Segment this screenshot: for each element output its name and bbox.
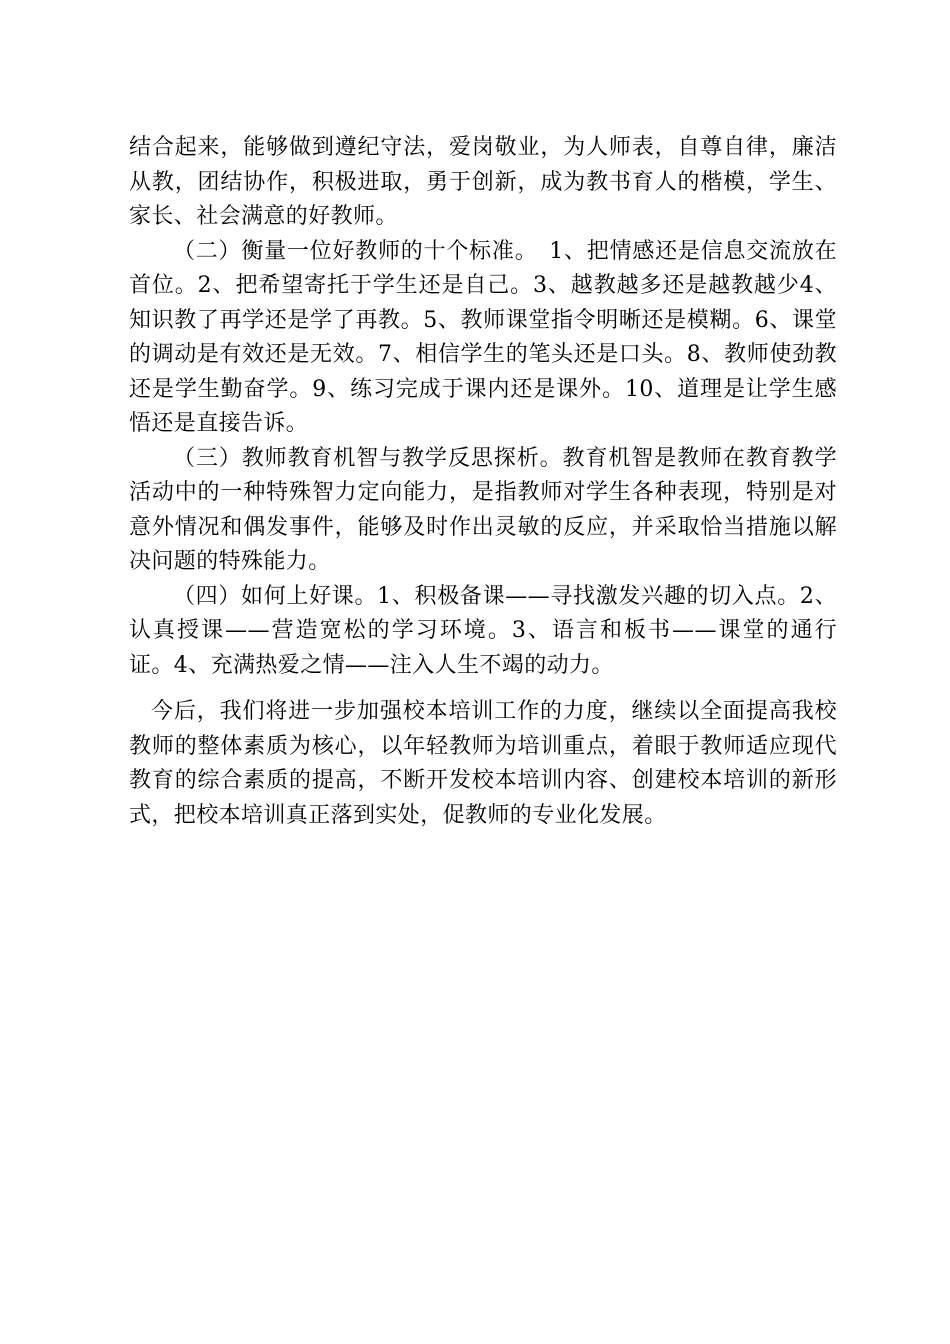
paragraph-educational-wisdom: （三）教师教育机智与教学反思探析。教育机智是教师在教育教学活动中的一种特殊智力定向能力，是指教师对学生各种表现，特别是对意外情况和偶发事件，能够及时作出灵敏的反应，并采取恰当措施以解决问题的特殊能力。 [129,445,837,574]
paragraph-conclusion: 今后，我们将进一步加强校本培训工作的力度，继续以全面提高我校教师的整体素质为核心，以年轻教师为培训重点，着眼于教师适应现代教育的综合素质的提高，不断开发校本培训内容、创建校本培训的新形式，把校本培训真正落到实处，促教师的专业化发展。 [129,699,837,828]
paragraph-continuation: 结合起来，能够做到遵纪守法，爱岗敬业，为人师表，自尊自律，廉洁从教，团结协作，积极进取，勇于创新，成为教书育人的楷模，学生、家长、社会满意的好教师。 [129,135,837,229]
document-body [129,131,837,833]
paragraph-ten-standards: （二）衡量一位好教师的十个标准。 1、把情感还是信息交流放在首位。2、把希望寄托于学生还是自己。3、越教越多还是越教越少4、知识教了再学还是学了再教。5、教师课堂指令明晰还是模糊。6、课堂的调动是有效还是无效。7、相信学生的笔头还是口头。8、教师使劲教还是学生勤奋学。9、练习完成于课内还是课外。10、道理是让学生感悟还是直接告诉。 [129,238,837,436]
paragraph-good-lesson: （四）如何上好课。1、积极备课——寻找激发兴趣的切入点。2、认真授课——营造宽松的学习环境。3、语言和板书——课堂的通行证。4、充满热爱之情——注入人生不竭的动力。 [129,583,837,678]
